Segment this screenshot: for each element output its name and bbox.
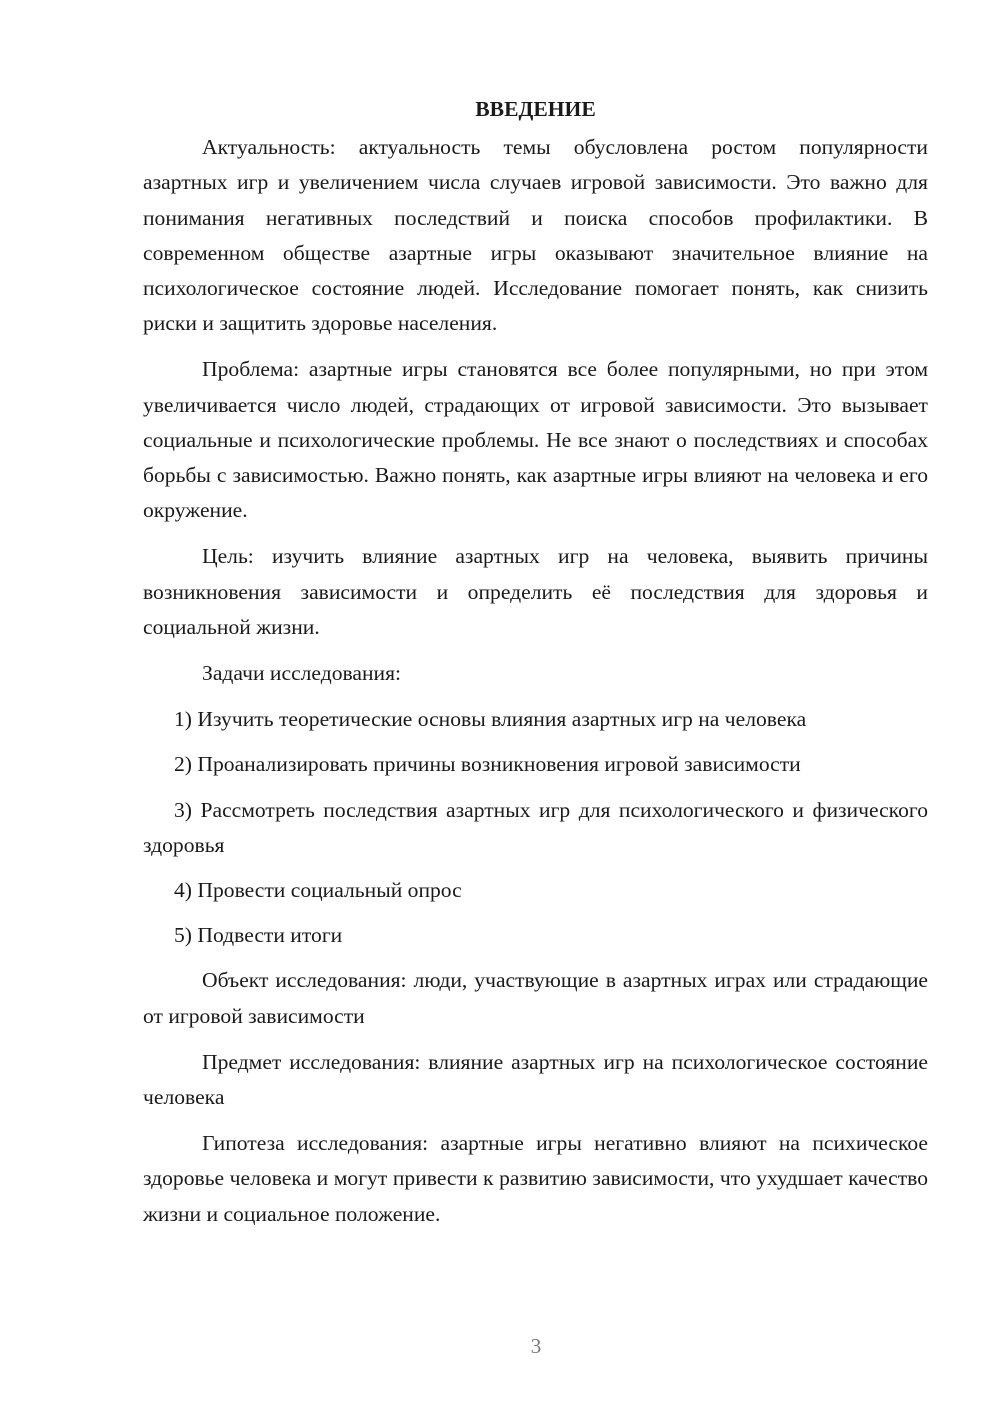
paragraph-relevance: Актуальность: актуальность темы обусловлена ростом популярности азартных игр и увеличением числа случаев игровой зависимости. Это важно для понимания негативных последствий и поиска способов профилактики. В современном обществе азартные игры оказывают значительное влияние на психологическое состояние людей. Исследование помогает понять, как снизить риски и защитить здоровье населения. xyxy=(143,135,928,336)
page-title: ВВЕДЕНИЕ xyxy=(475,97,596,121)
task-item-2: 2) Проанализировать причины возникновения игровой зависимости xyxy=(174,752,801,777)
page-content xyxy=(143,92,928,1243)
task-item-3: 3) Рассмотреть последствия азартных игр для психологического и физического здоровья xyxy=(143,797,928,857)
paragraph-hypothesis: Гипотеза исследования: азартные игры негативно влияют на психическое здоровье человека и могут привести к развитию зависимости, что ухудшает качество жизни и социальное положение. xyxy=(143,1131,928,1226)
paragraph-problem: Проблема: азартные игры становятся все более популярными, но при этом увеличивается число людей, страдающих от игровой зависимости. Это вызывает социальные и психологические проблемы. Не все знают о последствиях и способах борьбы с зависимостью. Важно понять, как азартные игры влияют на человека и его окружение. xyxy=(143,357,928,523)
task-item-5: 5) Подвести итоги xyxy=(174,923,343,948)
paragraph-goal: Цель: изучить влияние азартных игр на человека, выявить причины возникновения зависимости и определить её последствия для здоровья и социальной жизни. xyxy=(143,544,928,639)
paragraph-object: Объект исследования: люди, участвующие в азартных играх или страдающие от игровой зависимости xyxy=(143,968,928,1028)
task-item-4: 4) Провести социальный опрос xyxy=(174,878,462,903)
paragraph-subject: Предмет исследования: влияние азартных игр на психологическое состояние человека xyxy=(143,1049,928,1110)
paragraph-tasks-heading: Задачи исследования: xyxy=(202,661,402,686)
task-item-1: 1) Изучить теоретические основы влияния азартных игр на человека xyxy=(174,707,807,732)
page-number: 3 xyxy=(530,1334,542,1358)
